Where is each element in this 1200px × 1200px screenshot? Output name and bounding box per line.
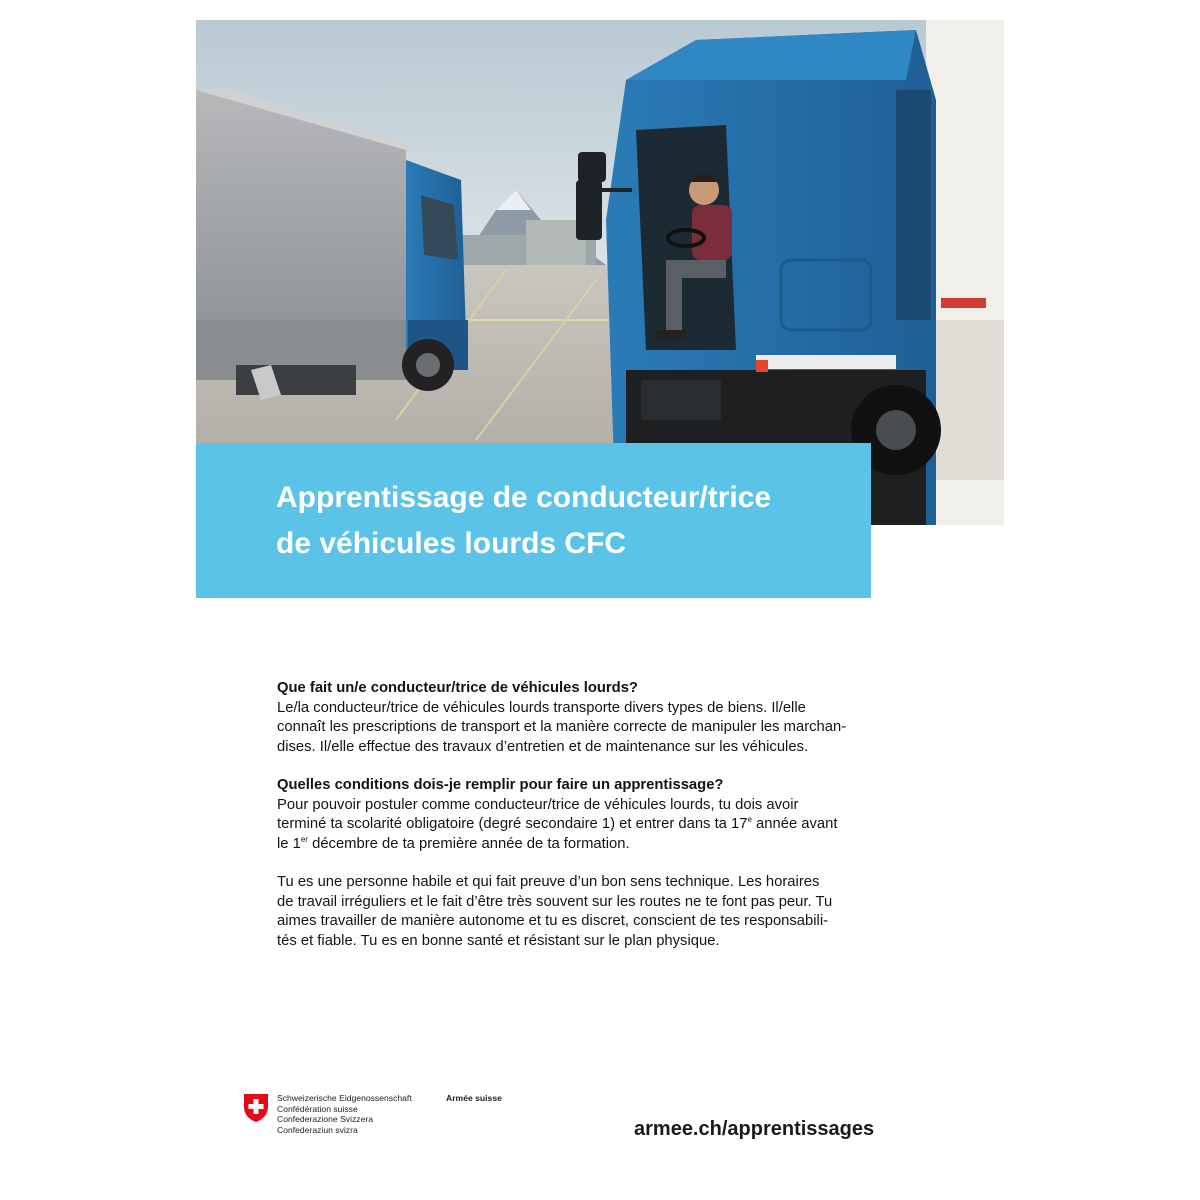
title-line: de véhicules lourds CFC bbox=[276, 527, 627, 560]
confederation-fr: Confédération suisse bbox=[277, 1103, 358, 1114]
section-profile bbox=[277, 873, 877, 951]
superscript: e bbox=[747, 815, 752, 824]
section-paragraph bbox=[277, 699, 877, 758]
superscript: er bbox=[300, 834, 308, 844]
text-line: tés et fiable. Tu es en bonne santé et résistant sur le plan physique. bbox=[277, 932, 720, 949]
text-line: Pour pouvoir postuler comme conducteur/trice de véhicules lourds, tu dois avoir bbox=[277, 796, 799, 813]
page-title bbox=[276, 475, 856, 567]
department-name: Armée suisse bbox=[446, 1093, 502, 1103]
text-line bbox=[277, 835, 877, 855]
text-line: connaît les prescriptions de transport et la manière correcte de manipuler les marchan- bbox=[277, 719, 847, 735]
text-line: dises. Il/elle effectue des travaux d’entretien et de maintenance sur les véhicules. bbox=[277, 738, 809, 755]
title-band bbox=[196, 443, 871, 598]
text-line bbox=[277, 815, 877, 835]
text-fragment: terminé ta scolarité obligatoire (degré secondaire 1) et entrer dans ta 17 bbox=[277, 816, 748, 832]
title-line: Apprentissage de conducteur/trice bbox=[276, 481, 772, 514]
website-link[interactable]: armee.ch/apprentissages bbox=[634, 1118, 875, 1140]
confederation-de: Schweizerische Eidgenossenschaft bbox=[277, 1093, 412, 1103]
swiss-cross-shield-icon bbox=[243, 1093, 269, 1128]
confederation-names bbox=[277, 1093, 412, 1135]
text-line: de travail irréguliers et le fait d’être très souvent sur les routes ne te font pas peur. Tu bbox=[277, 893, 833, 910]
text-line: Le/la conducteur/trice de véhicules lourds transporte divers types de biens. Il/elle bbox=[277, 699, 806, 716]
section-paragraph bbox=[277, 873, 877, 951]
text-line: Tu es une personne habile et qui fait preuve d’un bon sens technique. Les horaires bbox=[277, 874, 820, 890]
confederation-it: Confederazione Svizzera bbox=[277, 1114, 374, 1125]
section-what bbox=[277, 679, 877, 757]
text-fragment: décembre de ta première année de ta formation. bbox=[307, 835, 630, 852]
confederation-rm: Confederaziun svizra bbox=[277, 1124, 358, 1135]
body-content bbox=[277, 679, 877, 951]
section-paragraph bbox=[277, 796, 877, 855]
section-conditions bbox=[277, 776, 877, 854]
text-fragment: année avant bbox=[751, 816, 838, 832]
section-heading: Que fait un/e conducteur/trice de véhicules lourds? bbox=[277, 680, 638, 696]
section-heading: Quelles conditions dois-je remplir pour faire un apprentissage? bbox=[277, 777, 724, 793]
text-line: aimes travailler de manière autonome et tu es discret, conscient de tes responsabili- bbox=[277, 913, 829, 929]
text-fragment: le 1 bbox=[277, 835, 301, 852]
